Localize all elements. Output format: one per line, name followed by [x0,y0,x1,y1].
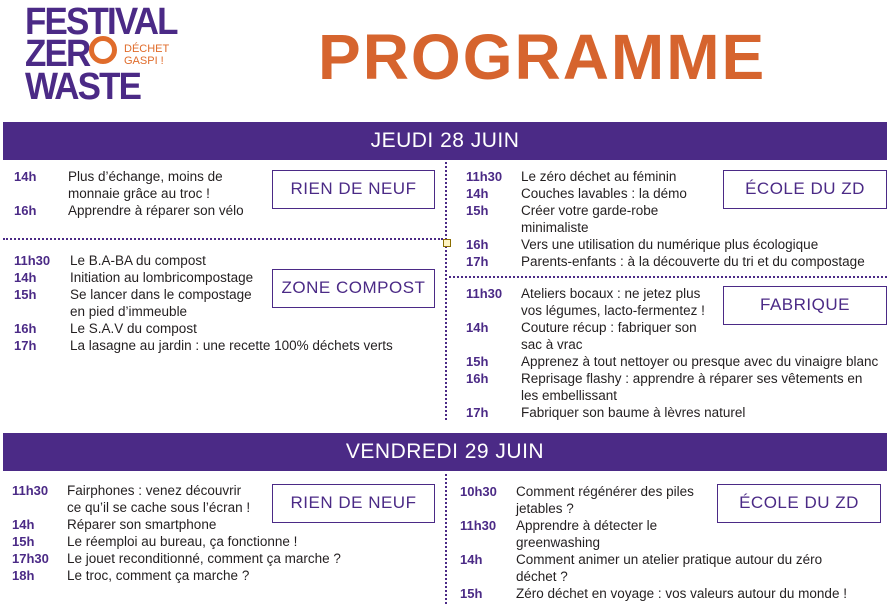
session-time: 16h [466,237,489,252]
session-time: 14h [12,517,35,532]
session-title: Le troc, comment ça marche ? [67,568,250,583]
session-title: Se lancer dans le compostage en pied d’immeuble [70,287,252,319]
session-time: 15h [466,203,489,218]
session-title: Le B.A-BA du compost [70,253,206,268]
row-divider-left [3,238,443,240]
session-time: 16h [466,371,489,386]
session-time: 14h [460,552,483,567]
zone-label-ecole-du-zd: ÉCOLE DU ZD [717,484,881,523]
zone-label-zone-compost: ZONE COMPOST [272,269,435,308]
zone-label-ecole-du-zd: ÉCOLE DU ZD [723,170,887,209]
logo-line-2: ZER [25,33,90,75]
session-title: Le réemploi au bureau, ça fonctionne ! [67,534,298,549]
session-time: 14h [14,270,37,285]
session-time: 17h [466,405,489,420]
zone-label-rien-de-neuf: RIEN DE NEUF [272,484,435,523]
session-title: Couches lavables : la démo [521,186,687,201]
zone-label-fabrique: FABRIQUE [723,286,887,325]
column-divider [445,474,447,604]
session-time: 11h30 [460,518,497,533]
session-time: 15h [466,354,489,369]
session-time: 14h [14,169,37,184]
session-title: Zéro déchet en voyage : vos valeurs autour du monde ! [516,586,847,601]
column-divider [445,162,447,420]
session-time: 15h [12,534,35,549]
session-title: Apprendre à réparer son vélo [68,203,244,218]
anchor-handle [443,239,451,247]
session-time: 14h [466,320,489,335]
session-time: 17h [14,338,37,353]
session-title: Apprenez à tout nettoyer ou presque avec du vinaigre blanc [521,354,879,369]
session-title: Réparer son smartphone [67,517,217,532]
session-title: Couture récup : fabriquer son sac à vrac [521,320,697,352]
session-time: 14h [466,186,489,201]
session-time: 11h30 [466,286,503,301]
session-title: Parents-enfants : à la découverte du tri et du compostage [521,254,865,269]
session-time: 17h [466,254,489,269]
logo-line-3: WASTE [25,66,141,108]
logo-ring-icon [89,36,117,64]
session-title: Le zéro déchet au féminin [521,169,677,184]
session-time: 11h30 [14,253,51,268]
session-title: Le S.A.V du compost [70,321,197,336]
session-title: Vers une utilisation du numérique plus écologique [521,237,819,252]
session-time: 18h [12,568,35,583]
session-time: 17h30 [12,551,49,566]
session-title: Comment régénérer des piles jetables ? [516,484,694,516]
session-title: La lasagne au jardin : une recette 100% déchets verts [70,338,393,353]
session-time: 16h [14,321,37,336]
logo-tag-1: DÉCHET [124,43,170,55]
session-time: 11h30 [466,169,503,184]
logo-line-1: FESTIVAL [25,1,177,43]
day-header-thursday: JEUDI 28 JUIN [3,122,887,160]
session-title: Plus d’échange, moins de monnaie grâce au troc ! [68,169,223,201]
session-time: 15h [460,586,483,601]
page-title: PROGRAMME [318,21,767,93]
day-header-friday: VENDREDI 29 JUIN [3,433,887,471]
session-title: Créer votre garde-robe minimaliste [521,203,659,235]
session-time: 10h30 [460,484,497,499]
logo-tag-2: GASPI ! [124,55,164,67]
session-title: Reprisage flashy : apprendre à réparer ses vêtements en les embellissant [521,371,863,403]
session-title: Apprendre à détecter le greenwashing [516,518,658,550]
session-title: Fabriquer son baume à lèvres naturel [521,405,746,420]
session-time: 11h30 [12,483,49,498]
session-time: 15h [14,287,37,302]
row-divider-right [449,276,887,278]
zone-label-rien-de-neuf: RIEN DE NEUF [272,170,435,209]
session-title: Le jouet reconditionné, comment ça marche ? [67,551,341,566]
session-title: Fairphones : venez découvrir ce qu’il se cache sous l’écran ! [67,483,251,515]
session-title: Ateliers bocaux : ne jetez plus vos légumes, lacto-fermentez ! [521,286,705,318]
session-title: Comment animer un atelier pratique autour du zéro déchet ? [516,552,823,584]
session-time: 16h [14,203,37,218]
session-title: Initiation au lombricompostage [70,270,254,285]
